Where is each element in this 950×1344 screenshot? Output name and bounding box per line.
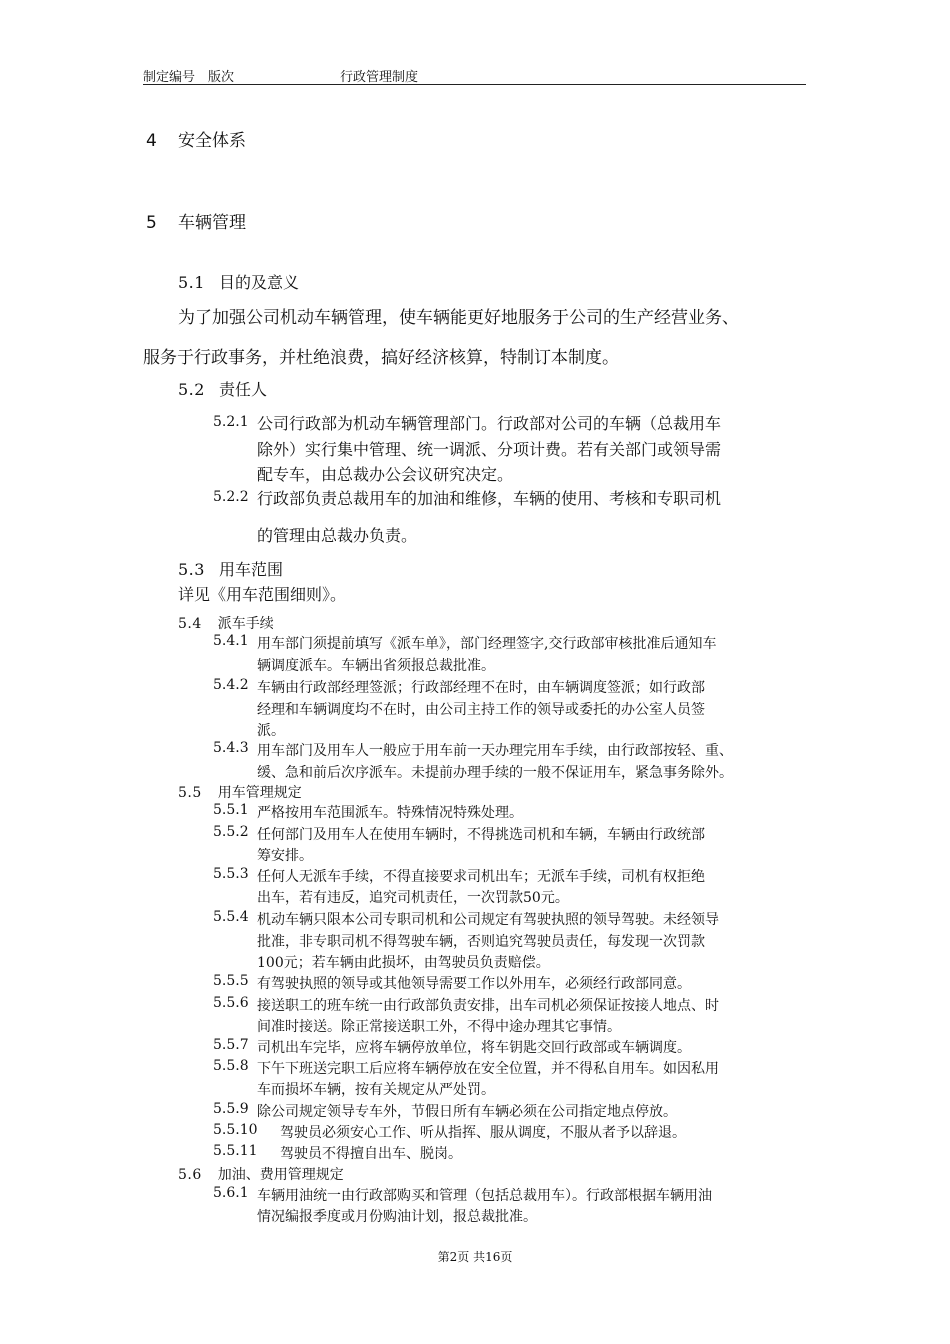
section-5-number: 5 [146, 213, 157, 233]
item-5-5-8-number: 5.5.8 [213, 1058, 249, 1074]
item-5-5-5-line-1: 有驾驶执照的领导或其他领导需要工作以外用车，必须经行政部同意。 [257, 976, 691, 992]
item-5-4-3-line-2: 缓、急和前后次序派车。未提前办理手续的一般不保证用车，紧急事务除外。 [257, 765, 733, 781]
item-5-4-1-line-1: 用车部门须提前填写《派车单》，部门经理签字,交行政部审核批准后通知车 [257, 636, 717, 652]
item-5-6-1-number: 5.6.1 [213, 1185, 249, 1201]
section-5-title: 车辆管理 [178, 213, 246, 233]
section-5-4-title: 派车手续 [217, 616, 274, 632]
item-5-5-4-line-2: 批准，非专职司机不得驾驶车辆，否则追究驾驶员责任，每发现一次罚款 [257, 934, 705, 950]
item-5-5-3-number: 5.5.3 [213, 866, 249, 882]
section-4-title: 安全体系 [178, 131, 246, 151]
item-5-5-2-line-1: 任何部门及用车人在使用车辆时，不得挑选司机和车辆，车辆由行政统部 [257, 827, 705, 843]
item-5-5-9-number: 5.5.9 [213, 1101, 249, 1117]
item-5-2-1-number: 5.2.1 [213, 414, 249, 430]
section-5-6-label: 5.6 [178, 1167, 202, 1183]
section-5-1-label: 5.1 [178, 273, 205, 292]
item-5-2-2-number: 5.2.2 [213, 489, 249, 505]
item-5-5-11-line-1: 驾驶员不得擅自出车、脱岗。 [280, 1146, 462, 1162]
section-5-3-para: 详见《用车范围细则》。 [178, 585, 347, 604]
item-5-4-3-line-1: 用车部门及用车人一般应于用车前一天办理完用车手续，由行政部按轻、重、 [257, 743, 733, 759]
item-5-5-1-line-1: 严格按用车范围派车。特殊情况特殊处理。 [257, 805, 523, 821]
section-5-4-heading [178, 613, 274, 633]
item-5-2-1-line-3: 配专车，由总裁办公会议研究决定。 [257, 465, 514, 484]
page-footer: 第2页 共16页 [437, 1250, 513, 1264]
item-5-5-11-number: 5.5.11 [213, 1143, 258, 1159]
section-5-2-title: 责任人 [218, 380, 267, 399]
section-5-2-heading [178, 377, 267, 400]
item-5-2-2-line-1: 行政部负责总裁用车的加油和维修，车辆的使用、考核和专职司机 [257, 489, 722, 508]
item-5-5-1-number: 5.5.1 [213, 802, 249, 818]
section-5-2-label: 5.2 [178, 380, 205, 399]
section-5-5-label: 5.5 [178, 785, 202, 801]
item-5-5-6-line-2: 间准时接送。除正常接送职工外，不得中途办理其它事情。 [257, 1019, 621, 1035]
item-5-5-7-number: 5.5.7 [213, 1037, 249, 1053]
section-5-3-title: 用车范围 [218, 560, 283, 579]
section-5-5-heading [178, 782, 302, 802]
item-5-6-1-line-2: 情况编报季度或月份购油计划，报总裁批准。 [257, 1209, 537, 1225]
header-title: 行政管理制度 [340, 70, 419, 85]
item-5-5-7-line-1: 司机出车完毕，应将车辆停放单位，将车钥匙交回行政部或车辆调度。 [257, 1040, 691, 1056]
item-5-4-2-line-2: 经理和车辆调度均不在时，由公司主持工作的领导或委托的办公室人员签 [257, 702, 705, 718]
item-5-4-2-line-3: 派。 [257, 723, 285, 739]
item-5-5-10-number: 5.5.10 [213, 1122, 258, 1138]
item-5-5-4-number: 5.5.4 [213, 909, 249, 925]
section-5-5-title: 用车管理规定 [217, 785, 302, 801]
section-5-heading [146, 208, 246, 233]
section-5-4-label: 5.4 [178, 616, 202, 632]
section-5-3-heading [178, 557, 283, 580]
section-4-heading [146, 126, 246, 151]
item-5-5-10-line-1: 驾驶员必须安心工作、听从指挥、服从调度，不服从者予以辞退。 [280, 1125, 686, 1141]
item-5-5-5-number: 5.5.5 [213, 973, 249, 989]
item-5-6-1-line-1: 车辆用油统一由行政部购买和管理（包括总裁用车）。行政部根据车辆用油 [257, 1188, 712, 1204]
item-5-4-2-number: 5.4.2 [213, 677, 249, 693]
section-5-1-title: 目的及意义 [218, 273, 299, 292]
section-5-6-title: 加油、费用管理规定 [217, 1167, 344, 1183]
item-5-5-4-line-3: 100元；若车辆由此损坏，由驾驶员负责赔偿。 [257, 955, 550, 971]
item-5-2-1-line-2: 除外）实行集中管理、统一调派、分项计费。若有关部门或领导需 [257, 440, 722, 459]
section-5-1-para-line-2: 服务于行政事务，并杜绝浪费，搞好经济核算，特制订本制度。 [143, 348, 619, 368]
section-5-1-para-line-1: 为了加强公司机动车辆管理，使车辆能更好地服务于公司的生产经营业务、 [178, 308, 739, 328]
header-rule [143, 84, 806, 85]
item-5-5-2-number: 5.5.2 [213, 824, 249, 840]
item-5-4-2-line-1: 车辆由行政部经理签派；行政部经理不在时，由车辆调度签派；如行政部 [257, 680, 705, 696]
item-5-5-2-line-2: 筹安排。 [257, 848, 313, 864]
item-5-4-1-line-2: 辆调度派车。车辆出省须报总裁批准。 [257, 658, 495, 674]
item-5-2-1-line-1: 公司行政部为机动车辆管理部门。行政部对公司的车辆（总裁用车 [257, 414, 722, 433]
section-5-1-heading [178, 270, 299, 293]
item-5-4-1-number: 5.4.1 [213, 633, 249, 649]
item-5-5-6-number: 5.5.6 [213, 995, 249, 1011]
section-5-3-label: 5.3 [178, 560, 205, 579]
item-5-4-3-number: 5.4.3 [213, 740, 249, 756]
item-5-2-2-line-2: 的管理由总裁办负责。 [257, 526, 418, 545]
item-5-5-3-line-1: 任何人无派车手续，不得直接要求司机出车；无派车手续，司机有权拒绝 [257, 869, 705, 885]
item-5-5-3-line-2: 出车，若有违反，追究司机责任，一次罚款50元。 [257, 890, 569, 906]
section-4-number: 4 [146, 131, 157, 151]
section-5-6-heading [178, 1164, 344, 1184]
header-doc-number: 制定编号 版次 [143, 70, 235, 85]
item-5-5-8-line-2: 车而损坏车辆，按有关规定从严处罚。 [257, 1082, 495, 1098]
item-5-5-9-line-1: 除公司规定领导专车外，节假日所有车辆必须在公司指定地点停放。 [257, 1104, 677, 1120]
item-5-5-8-line-1: 下午下班送完职工后应将车辆停放在安全位置，并不得私自用车。如因私用 [257, 1061, 719, 1077]
item-5-5-4-line-1: 机动车辆只限本公司专职司机和公司规定有驾驶执照的领导驾驶。未经领导 [257, 912, 719, 928]
item-5-5-6-line-1: 接送职工的班车统一由行政部负责安排，出车司机必须保证按接人地点、时 [257, 998, 719, 1014]
